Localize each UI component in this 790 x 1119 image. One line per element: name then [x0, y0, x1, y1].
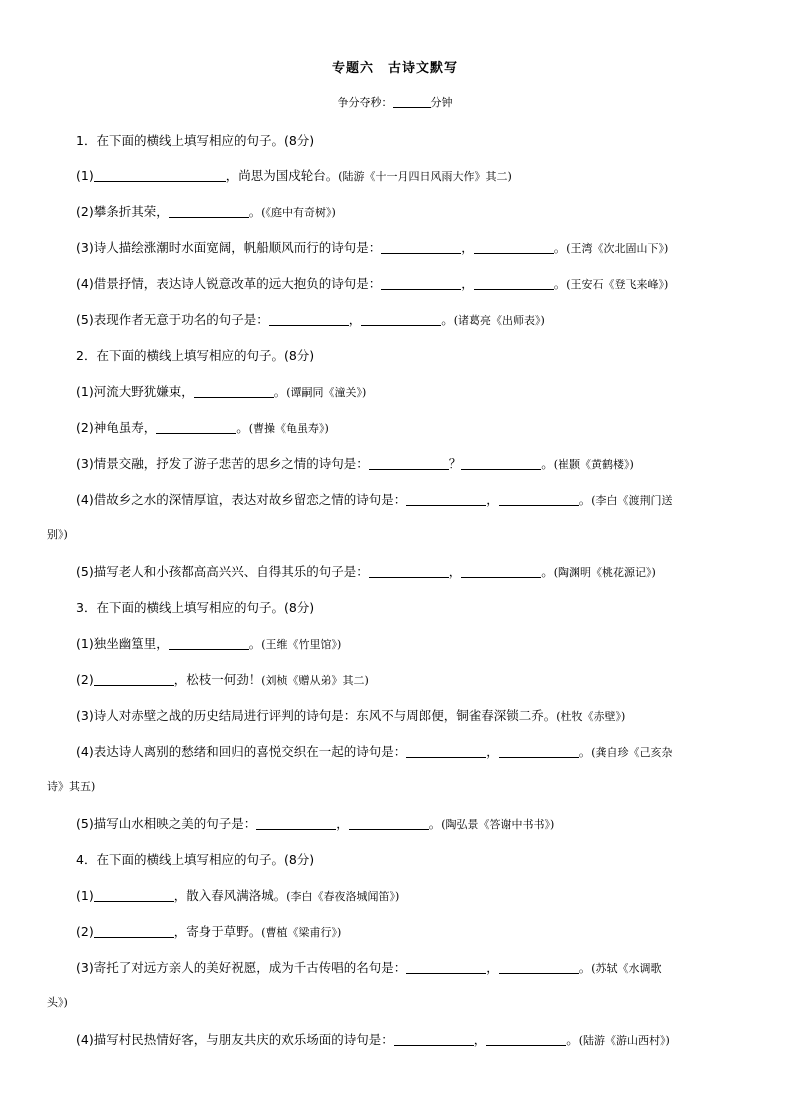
q3-item-1: (1)独坐幽篁里， 。(王维《竹里馆》) — [76, 636, 342, 651]
answer-blank[interactable] — [369, 456, 449, 470]
answer-blank[interactable] — [94, 672, 174, 686]
q2-item-1: (1)河流大野犹嫌束， 。(谭嗣同《潼关》) — [76, 384, 367, 399]
answer-blank[interactable] — [156, 420, 236, 434]
answer-blank[interactable] — [406, 492, 486, 506]
answer-blank[interactable] — [474, 240, 554, 254]
q4-item-4: (4)描写村民热情好客，与朋友共庆的欢乐场面的诗句是： ， 。(陆游《游山西村》) — [76, 1032, 670, 1047]
source-citation: (王维《竹里馆》) — [261, 638, 342, 651]
q3-item-4-continuation: 诗》其五) — [47, 780, 96, 793]
answer-blank[interactable] — [369, 564, 449, 578]
q3-item-5: (5)描写山水相映之美的句子是： ， 。(陶弘景《答谢中书书》) — [76, 816, 555, 831]
q3-item-2: (2) ，松枝一何劲！(刘桢《赠从弟》其二) — [76, 672, 369, 687]
q1-item-4: (4)借景抒情，表达诗人锐意改革的远大抱负的诗句是： ， 。(王安石《登飞来峰》) — [76, 276, 669, 291]
answer-blank[interactable] — [474, 276, 554, 290]
source-citation: (陶弘景《答谢中书书》) — [441, 818, 555, 831]
timer-line — [0, 94, 790, 110]
answer-blank[interactable] — [499, 492, 579, 506]
source-citation: (刘桢《赠从弟》其二) — [261, 674, 369, 687]
answer-blank[interactable] — [381, 276, 461, 290]
q1-heading: 1．在下面的横线上填写相应的句子。(8分) — [76, 133, 315, 148]
answer-blank[interactable] — [394, 1032, 474, 1046]
source-citation: (曹操《龟虽寿》) — [248, 422, 329, 435]
timer-label: 争分夺秒： — [337, 96, 393, 109]
source-citation: (王湾《次北固山下》) — [566, 242, 669, 255]
q2-item-3: (3)情景交融，抒发了游子悲苦的思乡之情的诗句是： ？ 。(崔颢《黄鹤楼》) — [76, 456, 634, 471]
source-citation: (李白《春夜洛城闻笛》) — [286, 890, 400, 903]
source-citation: (陶渊明《桃花源记》) — [553, 566, 656, 579]
source-citation: (陆游《十一月四日风雨大作》其二) — [338, 170, 512, 183]
answer-blank[interactable] — [256, 816, 336, 830]
q1-item-2: (2)攀条折其荣， 。(《庭中有奇树》) — [76, 204, 336, 219]
answer-blank[interactable] — [499, 744, 579, 758]
q3-item-3: (3)诗人对赤壁之战的历史结局进行评判的诗句是：东风不与周郎便，铜雀春深锁二乔。(杜牧《赤壁》) — [76, 708, 626, 723]
q1-item-3: (3)诗人描绘涨潮时水面宽阔，帆船顺风而行的诗句是： ， 。(王湾《次北固山下》) — [76, 240, 669, 255]
answer-blank[interactable] — [94, 168, 226, 182]
source-citation: (陆游《游山西村》) — [578, 1034, 670, 1047]
q1-item-5: (5)表现作者无意于功名的句子是： ， 。(诸葛亮《出师表》) — [76, 312, 545, 327]
q4-item-2: (2) ，寄身于草野。(曹植《梁甫行》) — [76, 924, 342, 939]
answer-blank[interactable] — [94, 924, 174, 938]
answer-blank[interactable] — [486, 1032, 566, 1046]
source-citation: (李白《渡荆门送 — [591, 494, 673, 507]
q3-heading: 3．在下面的横线上填写相应的句子。(8分) — [76, 600, 315, 615]
answer-blank[interactable] — [349, 816, 429, 830]
q2-item-2: (2)神龟虽寿， 。(曹操《龟虽寿》) — [76, 420, 329, 435]
q3-item-4: (4)表达诗人离别的愁绪和回归的喜悦交织在一起的诗句是： ， 。(龚自珍《己亥杂 — [76, 744, 673, 759]
q2-item-4-continuation: 别》) — [47, 528, 68, 541]
answer-blank[interactable] — [461, 456, 541, 470]
q1-item-1: (1) ，尚思为国戍轮台。(陆游《十一月四日风雨大作》其二) — [76, 168, 512, 183]
source-citation: (谭嗣同《潼关》) — [286, 386, 367, 399]
q4-item-3: (3)寄托了对远方亲人的美好祝愿，成为千古传唱的名句是： ， 。(苏轼《水调歌 — [76, 960, 662, 975]
answer-blank[interactable] — [269, 312, 349, 326]
timer-unit: 分钟 — [430, 96, 453, 109]
q2-heading: 2．在下面的横线上填写相应的句子。(8分) — [76, 348, 315, 363]
answer-blank[interactable] — [361, 312, 441, 326]
answer-blank[interactable] — [406, 744, 486, 758]
source-citation: (杜牧《赤壁》) — [556, 710, 626, 723]
q4-heading: 4．在下面的横线上填写相应的句子。(8分) — [76, 852, 315, 867]
answer-blank[interactable] — [194, 384, 274, 398]
answer-blank[interactable] — [381, 240, 461, 254]
page-title: 专题六 古诗文默写 — [331, 61, 458, 76]
answer-blank[interactable] — [406, 960, 486, 974]
answer-blank[interactable] — [499, 960, 579, 974]
source-citation: (诸葛亮《出师表》) — [453, 314, 545, 327]
answer-blank[interactable] — [169, 636, 249, 650]
answer-blank[interactable] — [94, 888, 174, 902]
q2-item-4: (4)借故乡之水的深情厚谊，表达对故乡留恋之情的诗句是： ， 。(李白《渡荆门送 — [76, 492, 673, 507]
source-citation: (《庭中有奇树》) — [261, 206, 336, 219]
answer-blank[interactable] — [461, 564, 541, 578]
q4-item-1: (1) ，散入春风满洛城。(李白《春夜洛城闻笛》) — [76, 888, 400, 903]
source-citation: (王安石《登飞来峰》) — [566, 278, 669, 291]
source-citation: (曹植《梁甫行》) — [261, 926, 342, 939]
source-citation: (苏轼《水调歌 — [591, 962, 662, 975]
source-citation: (龚自珍《己亥杂 — [591, 746, 673, 759]
timer-blank[interactable] — [393, 94, 431, 108]
q2-item-5: (5)描写老人和小孩都高高兴兴、自得其乐的句子是： ， 。(陶渊明《桃花源记》) — [76, 564, 656, 579]
q4-item-3-continuation: 头》) — [47, 996, 68, 1009]
source-citation: (崔颢《黄鹤楼》) — [553, 458, 634, 471]
answer-blank[interactable] — [169, 204, 249, 218]
